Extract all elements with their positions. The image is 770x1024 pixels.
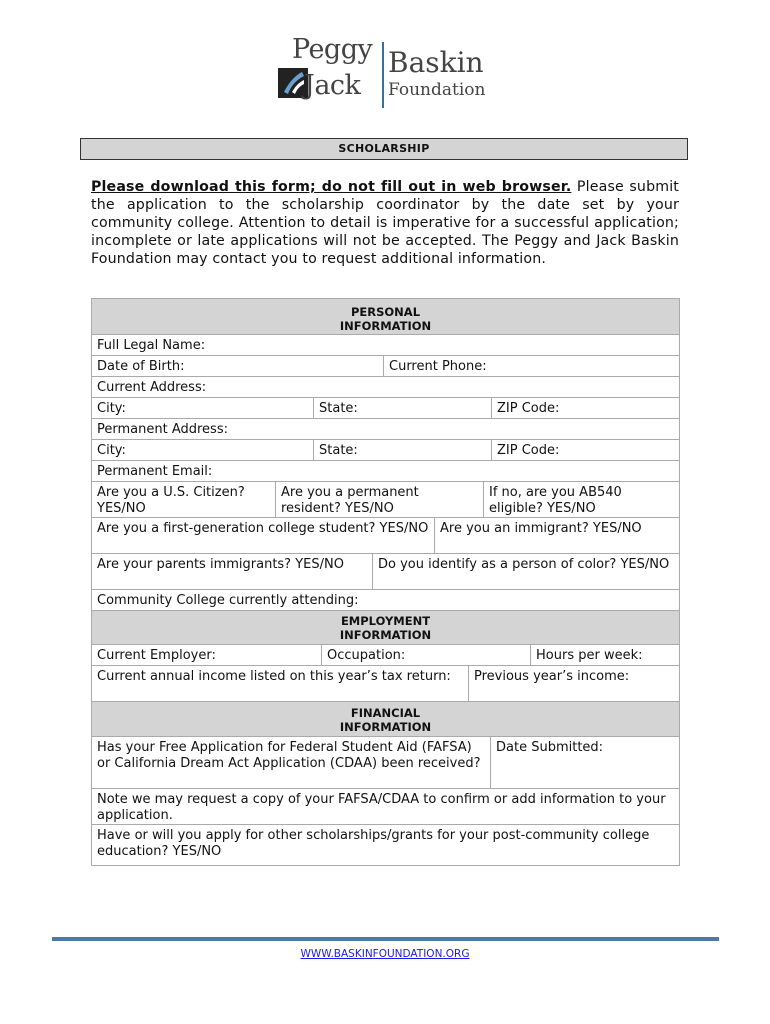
footer-website-link[interactable]: WWW.BASKINFOUNDATION.ORG — [300, 948, 470, 960]
form-row — [92, 335, 679, 356]
form-row — [92, 737, 679, 789]
form-row — [92, 482, 679, 518]
form-row — [92, 590, 679, 611]
permanent-city-field[interactable]: City: — [92, 440, 314, 460]
section-heading-line2: INFORMATION — [339, 720, 432, 734]
form-row — [92, 518, 679, 554]
logo-text-baskin: Baskin — [388, 46, 484, 79]
community-college-field[interactable]: Community College currently attending: — [97, 593, 359, 608]
logo-divider — [382, 42, 384, 108]
full-name-field[interactable]: Full Legal Name: — [97, 338, 206, 353]
permanent-resident-field[interactable]: Are you a permanent resident? YES/NO — [276, 482, 484, 517]
form-row — [92, 554, 679, 590]
intro-paragraph — [91, 178, 679, 268]
logo-text-jack: Jack — [304, 70, 361, 101]
logo-text-peggy: Peggy — [292, 34, 373, 65]
city-field[interactable]: City: — [92, 398, 314, 418]
section-heading-line2: INFORMATION — [339, 319, 432, 333]
date-submitted-field[interactable]: Date Submitted: — [496, 740, 604, 755]
form-row — [92, 645, 679, 666]
first-gen-field[interactable]: Are you a first-generation college student? YES/NO — [92, 518, 435, 553]
scholarship-form — [91, 298, 680, 866]
form-row — [92, 440, 679, 461]
intro-text: Please submit the application to the scholarship coordinator by the date set by your community college. Attention to detail is imperative for a successful application; incomplete or late applications will not be accepted. The Peggy and Jack Baskin Foundation may contact you to request additional information. — [91, 179, 679, 267]
email-field[interactable]: Permanent Email: — [97, 464, 213, 479]
permanent-address-field[interactable]: Permanent Address: — [97, 422, 228, 437]
permanent-zip-field[interactable]: ZIP Code: — [497, 443, 560, 458]
intro-bold-text: Please download this form; do not fill out in web browser. — [91, 179, 572, 195]
state-field[interactable]: State: — [314, 398, 492, 418]
footer-divider — [52, 937, 719, 941]
page-title: SCHOLARSHIP — [80, 138, 688, 160]
other-scholarships-field[interactable]: Have or will you apply for other scholarships/grants for your post-community college education? YES/NO — [97, 828, 650, 859]
section-employment — [92, 611, 679, 644]
section-financial — [92, 702, 679, 736]
foundation-logo — [276, 34, 496, 114]
immigrant-field[interactable]: Are you an immigrant? YES/NO — [440, 521, 642, 536]
person-of-color-field[interactable]: Do you identify as a person of color? YES/NO — [378, 557, 670, 572]
citizen-field[interactable]: Are you a U.S. Citizen? YES/NO — [92, 482, 276, 517]
form-row — [92, 461, 679, 482]
hours-field[interactable]: Hours per week: — [536, 648, 643, 663]
form-row — [92, 398, 679, 419]
phone-field[interactable]: Current Phone: — [389, 359, 487, 374]
section-heading-line1: FINANCIAL — [350, 706, 421, 720]
form-row — [92, 666, 679, 702]
annual-income-field[interactable]: Current annual income listed on this year’s tax return: — [92, 666, 469, 701]
dob-field[interactable]: Date of Birth: — [92, 356, 384, 376]
form-row — [92, 356, 679, 377]
section-heading-line2: INFORMATION — [339, 628, 432, 642]
parents-immigrants-field[interactable]: Are your parents immigrants? YES/NO — [92, 554, 373, 589]
form-row — [92, 789, 679, 825]
section-header-employment — [92, 611, 679, 645]
ab540-field[interactable]: If no, are you AB540 eligible? YES/NO — [489, 485, 622, 516]
form-row — [92, 419, 679, 440]
current-address-field[interactable]: Current Address: — [97, 380, 207, 395]
form-row — [92, 377, 679, 398]
section-heading-line1: EMPLOYMENT — [340, 614, 431, 628]
permanent-state-field[interactable]: State: — [314, 440, 492, 460]
employer-field[interactable]: Current Employer: — [92, 645, 322, 665]
fafsa-field[interactable]: Has your Free Application for Federal Student Aid (FAFSA) or California Dream Act Application (CDAA) been received? — [92, 737, 491, 788]
form-row — [92, 825, 679, 865]
section-personal — [92, 299, 679, 334]
logo-text-foundation: Foundation — [388, 80, 486, 100]
section-header-financial — [92, 702, 679, 737]
fafsa-note: Note we may request a copy of your FAFSA/CDAA to confirm or add information to your application. — [97, 792, 666, 823]
zip-field[interactable]: ZIP Code: — [497, 401, 560, 416]
section-header-personal — [92, 299, 679, 335]
previous-income-field[interactable]: Previous year’s income: — [474, 669, 630, 684]
occupation-field[interactable]: Occupation: — [322, 645, 531, 665]
section-heading-line1: PERSONAL — [350, 305, 421, 319]
